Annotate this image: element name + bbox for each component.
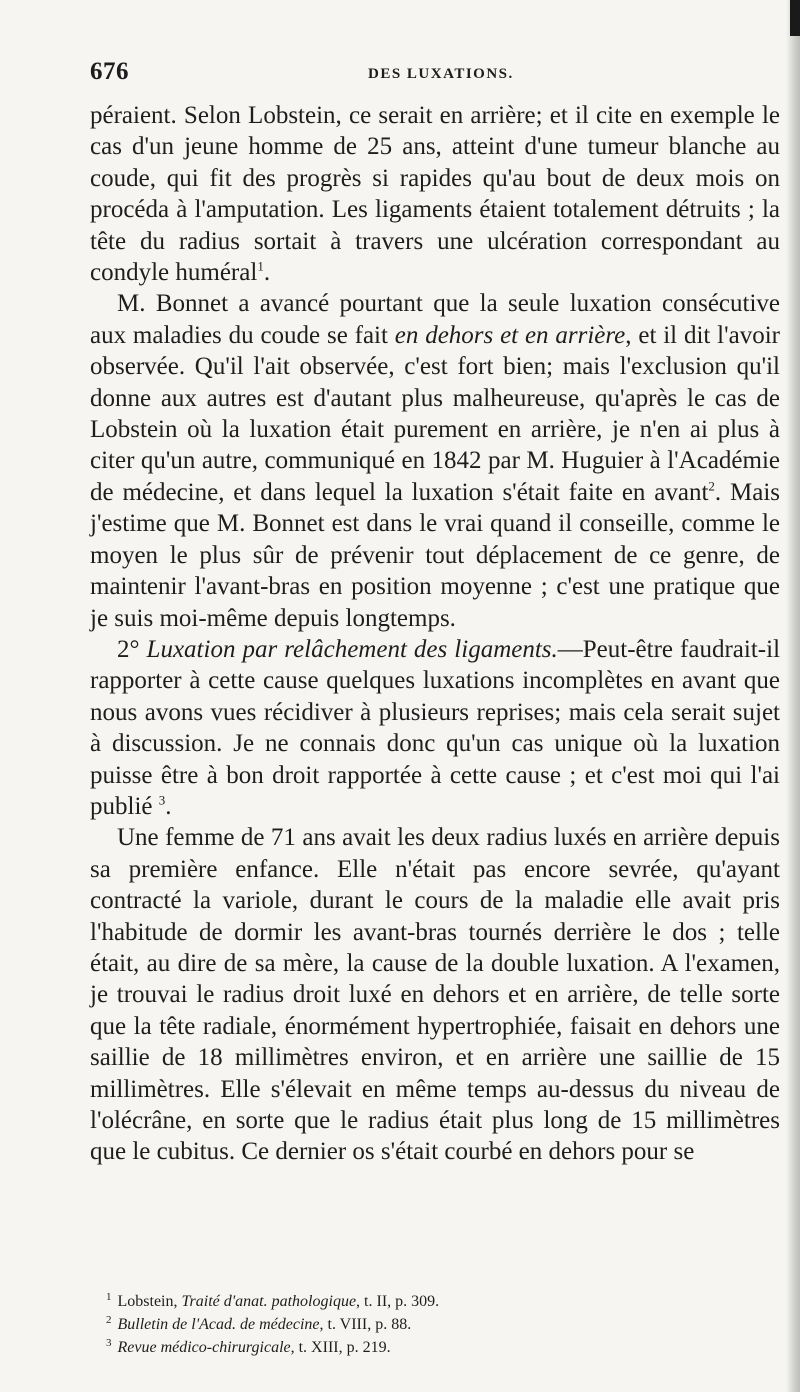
page-edge-shadow bbox=[786, 0, 800, 1392]
page-number: 676 bbox=[90, 58, 129, 85]
italic-text: en dehors et en arrière bbox=[394, 321, 626, 349]
text-run: péraient. Selon Lobstein, ce serait en arrière; et il cite en exemple le cas d'un jeune homme de 25 ans, atteint d'une tumeur blanche au coude, qui fit des progrès si rapides qu'au bout de deux mois on procéda à l'amputation. Les ligaments étaient totalement détruits ; la tête du radius sortait à travers une ulcération correspondant au condyle huméral bbox=[90, 102, 780, 287]
paragraph bbox=[90, 100, 780, 288]
text-run: , et il dit l'avoir observée. Qu'il l'ait observée, c'est fort bien; mais l'exclusion qu'il donne aux autres est d'autant plus malheureuse, qu'après le cas de Lobstein où la luxation était purement en arrière, je n'en ai plus à citer qu'un autre, communiqué en 1842 par M. Huguier à l'Académie de médecine, et dans lequel la luxation s'était faite en avant bbox=[90, 321, 780, 506]
corner-mark bbox=[790, 0, 800, 36]
text-run: , t. II, p. 309. bbox=[356, 1293, 440, 1310]
paragraph bbox=[90, 634, 780, 822]
text-run: . Mais j'estime que M. Bonnet est dans le vrai quand il conseille, comme le moyen le plus sûr de prévenir tout déplacement de ce genre, de maintenir l'avant-bras en position moyenne ; c'est une pratique que je suis moi-même depuis longtemps. bbox=[90, 478, 780, 632]
footnote bbox=[90, 1336, 780, 1359]
body-text bbox=[90, 100, 780, 1168]
page-header bbox=[90, 58, 780, 90]
text-run: —Peut-être faudrait-il rapporter à cette cause quelques luxations incomplètes en avant que nous avons vues récidiver à plusieurs reprises; mais cela serait sujet à discussion. Je ne connais donc qu'un cas unique où la luxation puisse être à bon droit rapportée à cette cause ; et c'est moi qui l'ai publié bbox=[90, 635, 781, 820]
italic-text: Traité d'anat. pathologique bbox=[181, 1293, 357, 1310]
footnote-ref: 1 bbox=[257, 258, 264, 274]
footnote-number: 1 bbox=[106, 1290, 112, 1303]
footnote bbox=[90, 1313, 780, 1336]
footnote-number: 3 bbox=[106, 1336, 112, 1349]
running-head: DES LUXATIONS. bbox=[368, 66, 514, 82]
footnote-ref: 2 bbox=[708, 478, 715, 494]
paragraph bbox=[90, 822, 780, 1167]
text-run: Une femme de 71 ans avait les deux radius luxés en arrière depuis sa première enfance. Elle n'était pas encore sevrée, qu'ayant contracté la variole, durant le cours de la maladie elle avait pris l'habitude de dormir les avant-bras tournés derrière le dos ; telle était, au dire de sa mère, la cause de la double luxation. A l'examen, je trouvai le radius droit luxé en dehors et en arrière, de telle sorte que la tête radiale, énormément hypertrophiée, faisait en dehors une saillie de 18 millimètres environ, et en arrière une saillie de 15 millimètres. Elle s'élevait en même temps au-dessus du niveau de l'olécrâne, en sorte que le radius était plus long de 15 millimètres que le cubitus. Ce dernier os s'était courbé en dehors pour se bbox=[90, 824, 780, 1166]
paragraph bbox=[90, 288, 780, 633]
text-run: Lobstein, bbox=[117, 1293, 182, 1310]
text-run: . bbox=[263, 259, 271, 287]
text-run: , t. XIII, p. 219. bbox=[290, 1339, 391, 1356]
footnote-number: 2 bbox=[106, 1313, 112, 1326]
italic-text: Revue médico-chirurgicale bbox=[117, 1339, 291, 1356]
text-run: , t. VIII, p. 88. bbox=[319, 1316, 412, 1333]
text-run: 2° bbox=[117, 635, 147, 663]
footnotes bbox=[90, 1290, 780, 1359]
text-run: . bbox=[165, 792, 172, 820]
footnote-ref: 3 bbox=[158, 792, 166, 808]
italic-text: Bulletin de l'Acad. de médecine bbox=[117, 1316, 320, 1333]
text-run: M. Bonnet a avancé pourtant que la seule luxation consécutive aux maladies du coude se fait bbox=[90, 290, 780, 349]
footnote bbox=[90, 1290, 780, 1313]
italic-text: Luxation par relâchement des ligaments. bbox=[146, 635, 558, 663]
